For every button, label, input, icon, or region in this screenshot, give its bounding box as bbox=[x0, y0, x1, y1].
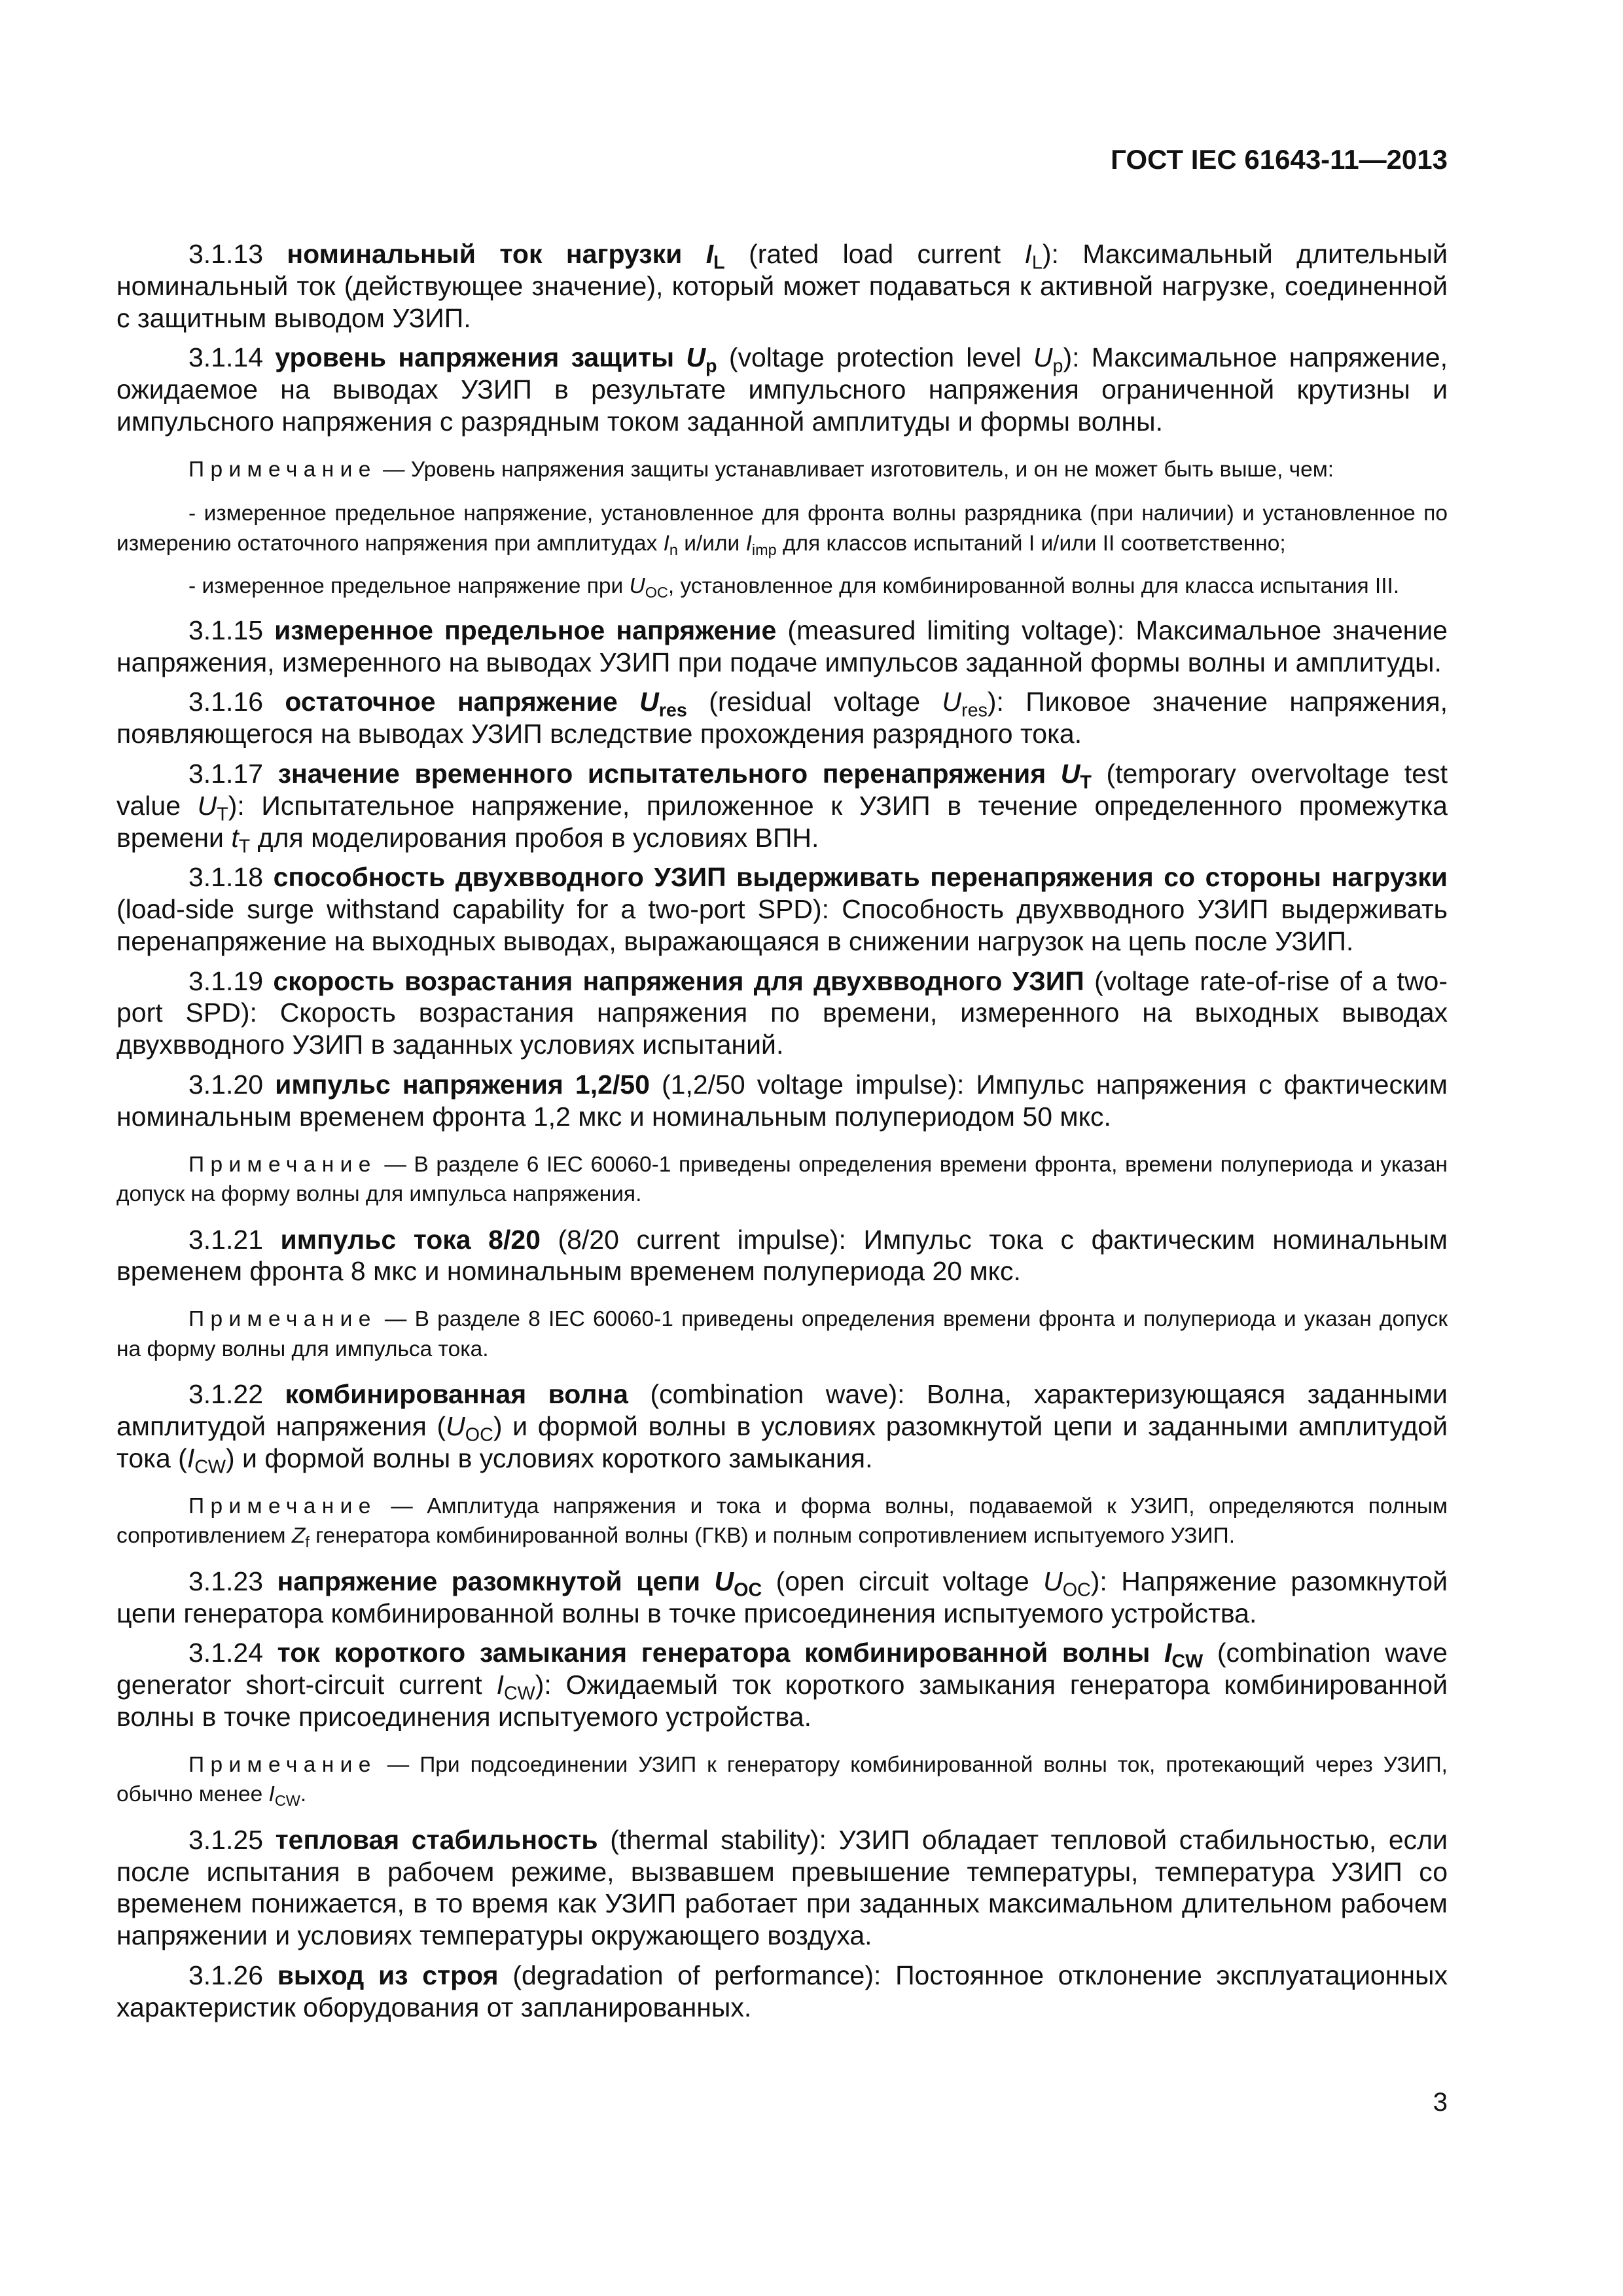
definition-3-1-18 bbox=[116, 861, 1448, 957]
english-term: (open circuit voltage bbox=[776, 1566, 1029, 1596]
clause-number: 3.1.24 bbox=[188, 1638, 263, 1668]
clause-number: 3.1.19 bbox=[188, 965, 263, 996]
symbol: U bbox=[197, 790, 217, 821]
english-term: (temporary overvoltage test value bbox=[116, 759, 1448, 821]
term: значение временного испытательного перенапряжения bbox=[277, 759, 1046, 789]
definition-text: ): Напряжение разомкнутой цепи генератора комбинированной волны в точке присоединения испытуемого устройства. bbox=[116, 1566, 1448, 1628]
symbol: Z bbox=[291, 1524, 306, 1549]
term: выход из строя bbox=[277, 1960, 499, 1990]
symbol-subscript: L bbox=[713, 252, 725, 274]
symbol: t bbox=[231, 822, 239, 853]
definition-3-1-23 bbox=[116, 1566, 1448, 1630]
symbol: I bbox=[187, 1443, 195, 1473]
note-text: — Уровень напряжения защиты устанавливает изготовитель, и он не может быть выше, чем: bbox=[376, 457, 1334, 482]
symbol: U bbox=[629, 574, 645, 599]
definition-text: (thermal stability): УЗИП обладает тепловой стабильностью, если после испытания в рабочем режиме, вызвавшем превышение температуры, температура УЗИП со временем понижается, в то время как УЗИП работает при заданных максимальном длительном рабочем напряжении и условиях температуры окружающего воздуха. bbox=[116, 1824, 1448, 1951]
symbol-subscript: CW bbox=[194, 1456, 226, 1478]
definition-text: (load-side surge withstand capability for a two-port SPD): Способность двухвводного УЗИП выдерживать перенапряжение на выходных выводах, выражающаяся в снижении нагрузок на цепь после УЗИП. bbox=[116, 894, 1448, 956]
clause-number: 3.1.23 bbox=[188, 1566, 263, 1596]
term: номинальный ток нагрузки bbox=[287, 239, 683, 269]
symbol-subscript: res bbox=[961, 700, 988, 722]
definition-3-1-22 bbox=[116, 1378, 1448, 1478]
clause-number: 3.1.20 bbox=[188, 1069, 263, 1100]
symbol: U bbox=[942, 687, 962, 717]
definition-3-1-20 bbox=[116, 1069, 1448, 1133]
clause-number: 3.1.22 bbox=[188, 1379, 263, 1410]
definition-text: ) и формой волны в условиях короткого замыкания. bbox=[226, 1443, 873, 1473]
clause-number: 3.1.21 bbox=[188, 1224, 263, 1255]
definition-3-1-15 bbox=[116, 615, 1448, 679]
note-2 bbox=[116, 1150, 1448, 1210]
symbol: U bbox=[1043, 1566, 1063, 1596]
symbol-subscript: imp bbox=[751, 541, 777, 558]
note-text: — При подсоединении УЗИП к генератору комбинированной волны ток, протекающий через УЗИП, обычно менее bbox=[116, 1752, 1448, 1807]
term: комбинированная волна bbox=[285, 1379, 628, 1410]
note-1 bbox=[116, 455, 1448, 485]
symbol-subscript: res bbox=[658, 700, 687, 722]
symbol-subscript: f bbox=[305, 1534, 310, 1551]
document-page bbox=[116, 144, 1448, 2238]
symbol-subscript: p bbox=[705, 355, 717, 377]
symbol: U bbox=[1060, 759, 1080, 789]
term: уровень напряжения защиты bbox=[275, 342, 675, 373]
symbol: U bbox=[686, 342, 706, 373]
clause-number: 3.1.17 bbox=[188, 759, 263, 789]
symbol-subscript: OC bbox=[465, 1424, 493, 1446]
definition-text: (combination wave): Волна, характеризующаяся заданными амплитудой напряжения ( bbox=[116, 1379, 1448, 1442]
symbol-subscript: p bbox=[1052, 355, 1063, 377]
note-3 bbox=[116, 1304, 1448, 1364]
definition-text: (8/20 current impulse): Импульс тока с фактическим номинальным временем фронта 8 мкс и номинальным временем полупериода 20 мкс. bbox=[116, 1224, 1448, 1287]
term: напряжение разомкнутой цепи bbox=[277, 1566, 701, 1596]
symbol: I bbox=[268, 1782, 275, 1807]
symbol: I bbox=[1164, 1638, 1172, 1668]
symbol-subscript: CW bbox=[1171, 1651, 1204, 1672]
symbol-subscript: T bbox=[217, 804, 228, 825]
symbol: U bbox=[1033, 342, 1053, 373]
definition-3-1-19 bbox=[116, 965, 1448, 1061]
note-text: генератора комбинированной волны (ГКВ) и полным сопротивлением испытуемого УЗИП. bbox=[315, 1524, 1235, 1549]
definition-text: (voltage rate-of-rise of a two-port SPD): Скорость возрастания напряжения по времени, измеренного на выходных выводах двухвводного УЗИП в заданных условиях испытаний. bbox=[116, 965, 1448, 1060]
definition-3-1-25 bbox=[116, 1824, 1448, 1952]
symbol-subscript: OC bbox=[734, 1579, 762, 1601]
symbol: I bbox=[663, 531, 669, 556]
note-5 bbox=[116, 1750, 1448, 1810]
term: остаточное напряжение bbox=[285, 687, 618, 717]
clause-number: 3.1.15 bbox=[188, 615, 263, 645]
symbol: I bbox=[496, 1670, 504, 1700]
term: ток короткого замыкания генератора комбинированной волны bbox=[277, 1638, 1150, 1668]
note-1-item-1 bbox=[116, 499, 1448, 558]
definition-text: ): Максимальное напряжение, ожидаемое на выводах УЗИП в результате импульсного напряжения ограниченной крутизны и импульсного напряжения с разрядным током заданной амплитуды и формы волны. bbox=[116, 342, 1448, 437]
definition-3-1-16 bbox=[116, 686, 1448, 750]
symbol-subscript: T bbox=[238, 836, 251, 857]
english-term: (residual voltage bbox=[709, 687, 921, 717]
clause-number: 3.1.16 bbox=[188, 687, 263, 717]
term: измеренное предельное напряжение bbox=[274, 615, 777, 645]
term: способность двухвводного УЗИП выдерживать перенапряжения со стороны нагрузки bbox=[273, 862, 1448, 893]
symbol-subscript: OC bbox=[645, 584, 668, 601]
note-text: — Амплитуда напряжения и тока и форма волны, подаваемой к УЗИП, определяются полным сопротивлением bbox=[116, 1494, 1448, 1549]
note-text: - измеренное предельное напряжение, установленное для фронта волны разрядника (при наличии) и установленное по измерению остаточного напряжения при амплитудах bbox=[116, 501, 1448, 556]
symbol-subscript: CW bbox=[274, 1792, 300, 1810]
note-text: — В разделе 6 IEC 60060-1 приведены определения времени фронта, времени полупериода и указан допуск на форму волны для импульса напряжения. bbox=[116, 1152, 1448, 1207]
definition-text: ) и формой волны в условиях разомкнутой цепи и заданными амплитудой тока ( bbox=[116, 1411, 1448, 1473]
clause-number: 3.1.25 bbox=[188, 1824, 263, 1855]
note-label: Примечание bbox=[188, 1494, 377, 1518]
note-label: Примечание bbox=[188, 1752, 377, 1777]
definition-text: (measured limiting voltage): Максимальное значение напряжения, измеренного на выводах УЗИП при подаче импульсов заданной формы волны и амплитуды. bbox=[116, 615, 1448, 677]
definition-text: ): Ожидаемый ток короткого замыкания генератора комбинированной волны в точке присоединения испытуемого устройства. bbox=[116, 1670, 1448, 1732]
note-text: . bbox=[300, 1782, 307, 1807]
term: импульс напряжения 1,2/50 bbox=[275, 1069, 650, 1100]
definition-text: для моделирования пробоя в условиях ВПН. bbox=[257, 822, 819, 853]
note-text: для классов испытаний I и/или II соответственно; bbox=[782, 531, 1286, 556]
symbol: I bbox=[745, 531, 752, 556]
definition-3-1-13 bbox=[116, 238, 1448, 334]
note-text: , установленное для комбинированной волны для класса испытания III. bbox=[668, 574, 1400, 599]
clause-number: 3.1.14 bbox=[188, 342, 263, 373]
page-number: 3 bbox=[1433, 2088, 1448, 2117]
note-4 bbox=[116, 1492, 1448, 1551]
clause-number: 3.1.26 bbox=[188, 1960, 263, 1990]
term: скорость возрастания напряжения для двухвводного УЗИП bbox=[273, 965, 1084, 996]
definition-3-1-21 bbox=[116, 1224, 1448, 1288]
definition-text: ): Пиковое значение напряжения, появляющегося на выводах УЗИП вследствие прохождения разрядного тока. bbox=[116, 687, 1448, 749]
definition-text: ): Максимальный длительный номинальный ток (действующее значение), который может подаваться к активной нагрузке, соединенной с защитным выводом УЗИП. bbox=[116, 239, 1448, 333]
note-text: и/или bbox=[684, 531, 740, 556]
definition-text: ): Испытательное напряжение, приложенное к УЗИП в течение определенного промежутка времени bbox=[116, 790, 1448, 853]
english-term: (voltage protection level bbox=[728, 342, 1022, 373]
symbol: I bbox=[1024, 239, 1032, 269]
note-text: - измеренное предельное напряжение при bbox=[188, 574, 624, 599]
symbol: U bbox=[639, 687, 659, 717]
definition-3-1-14 bbox=[116, 342, 1448, 437]
symbol-subscript: L bbox=[1031, 252, 1043, 274]
note-label: Примечание bbox=[188, 1152, 377, 1177]
note-text: — В разделе 8 IEC 60060-1 приведены определения времени фронта и полупериода и указан допуск на форму волны для импульса тока. bbox=[116, 1307, 1448, 1361]
term: импульс тока 8/20 bbox=[280, 1224, 541, 1255]
symbol: U bbox=[446, 1411, 465, 1442]
english-term: (rated load current bbox=[749, 239, 1001, 269]
definition-text: (degradation of performance): Постоянное отклонение эксплуатационных характеристик оборудования от запланированных. bbox=[116, 1960, 1448, 2022]
note-1-item-2 bbox=[116, 571, 1448, 601]
english-term: (combination wave generator short-circuit current bbox=[116, 1638, 1448, 1700]
note-label: Примечание bbox=[188, 1307, 377, 1332]
symbol: I bbox=[705, 239, 714, 269]
clause-number: 3.1.13 bbox=[188, 239, 263, 269]
symbol-subscript: CW bbox=[503, 1683, 535, 1704]
definition-3-1-17 bbox=[116, 758, 1448, 857]
symbol-subscript: n bbox=[669, 541, 678, 558]
document-header: ГОСТ IEC 61643-11—2013 bbox=[1111, 144, 1448, 175]
term: тепловая стабильность bbox=[275, 1824, 598, 1855]
symbol: U bbox=[714, 1566, 734, 1596]
note-label: Примечание bbox=[188, 457, 377, 482]
symbol-subscript: OC bbox=[1062, 1579, 1091, 1601]
clause-number: 3.1.18 bbox=[188, 862, 263, 893]
symbol-subscript: T bbox=[1080, 772, 1092, 793]
definition-text: (1,2/50 voltage impulse): Импульс напряжения с фактическим номинальным временем фронта 1,2 мкс и номинальным полупериодом 50 мкс. bbox=[116, 1069, 1448, 1132]
definition-3-1-26 bbox=[116, 1960, 1448, 2024]
definition-3-1-24 bbox=[116, 1637, 1448, 1732]
